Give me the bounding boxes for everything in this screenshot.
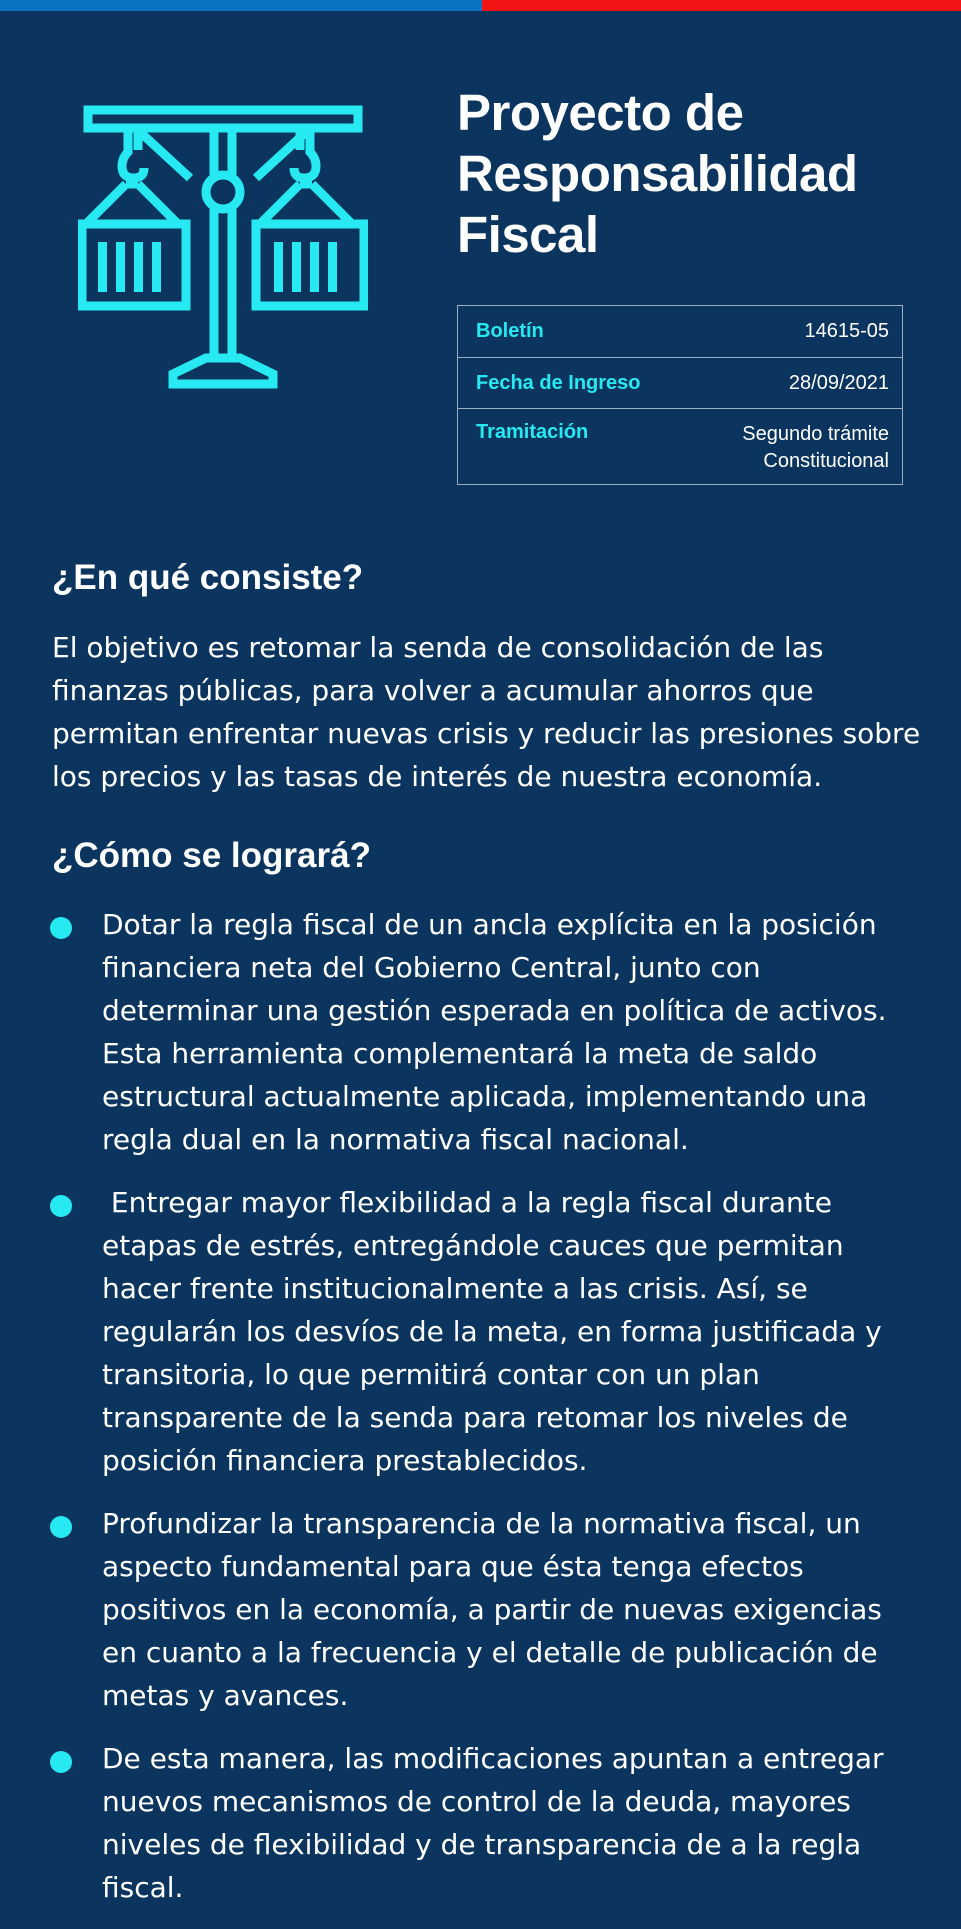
bullet-dot-icon [50,1751,72,1773]
info-value: 14615-05 [804,320,889,342]
list-item [0,903,961,1161]
list-item [0,1502,961,1717]
title-line-3: Fiscal [457,206,599,263]
list-item-text: Dotar la regla fiscal de un ancla explícita en la posición financiera neta del Gobierno Central, junto con determinar una gestión esperada en política de activos. Esta herramienta complementará la meta de saldo estructural actualmente aplicada, implementando una regla dual en la normativa fiscal nacional. [102,908,896,1156]
title-line-2: Responsabilidad [457,145,858,202]
bullet-dot-icon [50,1516,72,1538]
list-item-text: De esta manera, las modificaciones apuntan a entregar nuevos mecanismos de control de la deuda, mayores niveles de flexibilidad y de transparencia de a la regla fiscal. [102,1742,893,1904]
info-table [457,305,903,485]
info-label: Boletín [476,320,544,342]
page-title [457,82,937,265]
flag-stripe [0,0,961,11]
info-value [742,421,889,475]
list-item [0,1737,961,1909]
info-row-boletin [458,306,902,357]
bullet-dot-icon [50,1195,72,1217]
info-value-line-1: Segundo trámite [742,423,889,445]
info-row-tramitacion [458,408,902,484]
title-line-1: Proyecto de [457,84,744,141]
info-row-fecha [458,357,902,408]
flag-stripe-blue [0,0,482,11]
bullet-dot-icon [50,917,72,939]
list-item-text: Entregar mayor flexibilidad a la regla fiscal durante etapas de estrés, entregándole cauces que permitan hacer frente institucionalmente a las crisis. Así, se regularán los desvíos de la meta, en forma justificada y transitoria, lo que permitirá contar con un plan transparente de la senda para retomar los niveles de posición financiera prestablecidos. [102,1186,891,1477]
scale-balance-icon [78,100,368,390]
info-value-line-2: Constitucional [763,450,889,472]
info-value: 28/09/2021 [788,371,889,394]
section-intro-text: El objetivo es retomar la senda de consolidación de las finanzas públicas, para volver a acumular ahorros que permitan enfrentar nuevas crisis y reducir las presiones sobre los precios y las tasas de interés de nuestra economía. [52,631,921,793]
section-heading-consiste: ¿En qué consiste? [52,558,364,597]
info-label: Fecha de Ingreso [476,371,641,394]
section-heading-lograra: ¿Cómo se logrará? [52,836,371,875]
bullet-list [0,903,961,1929]
info-label: Tramitación [476,421,589,443]
flag-stripe-red [482,0,961,11]
list-item [0,1181,961,1482]
list-item-text: Profundizar la transparencia de la normativa fiscal, un aspecto fundamental para que ésta tenga efectos positivos en la economía, a partir de nuevas exigencias en cuanto a la frecuencia y el detalle de publicación de metas y avances. [102,1507,891,1712]
